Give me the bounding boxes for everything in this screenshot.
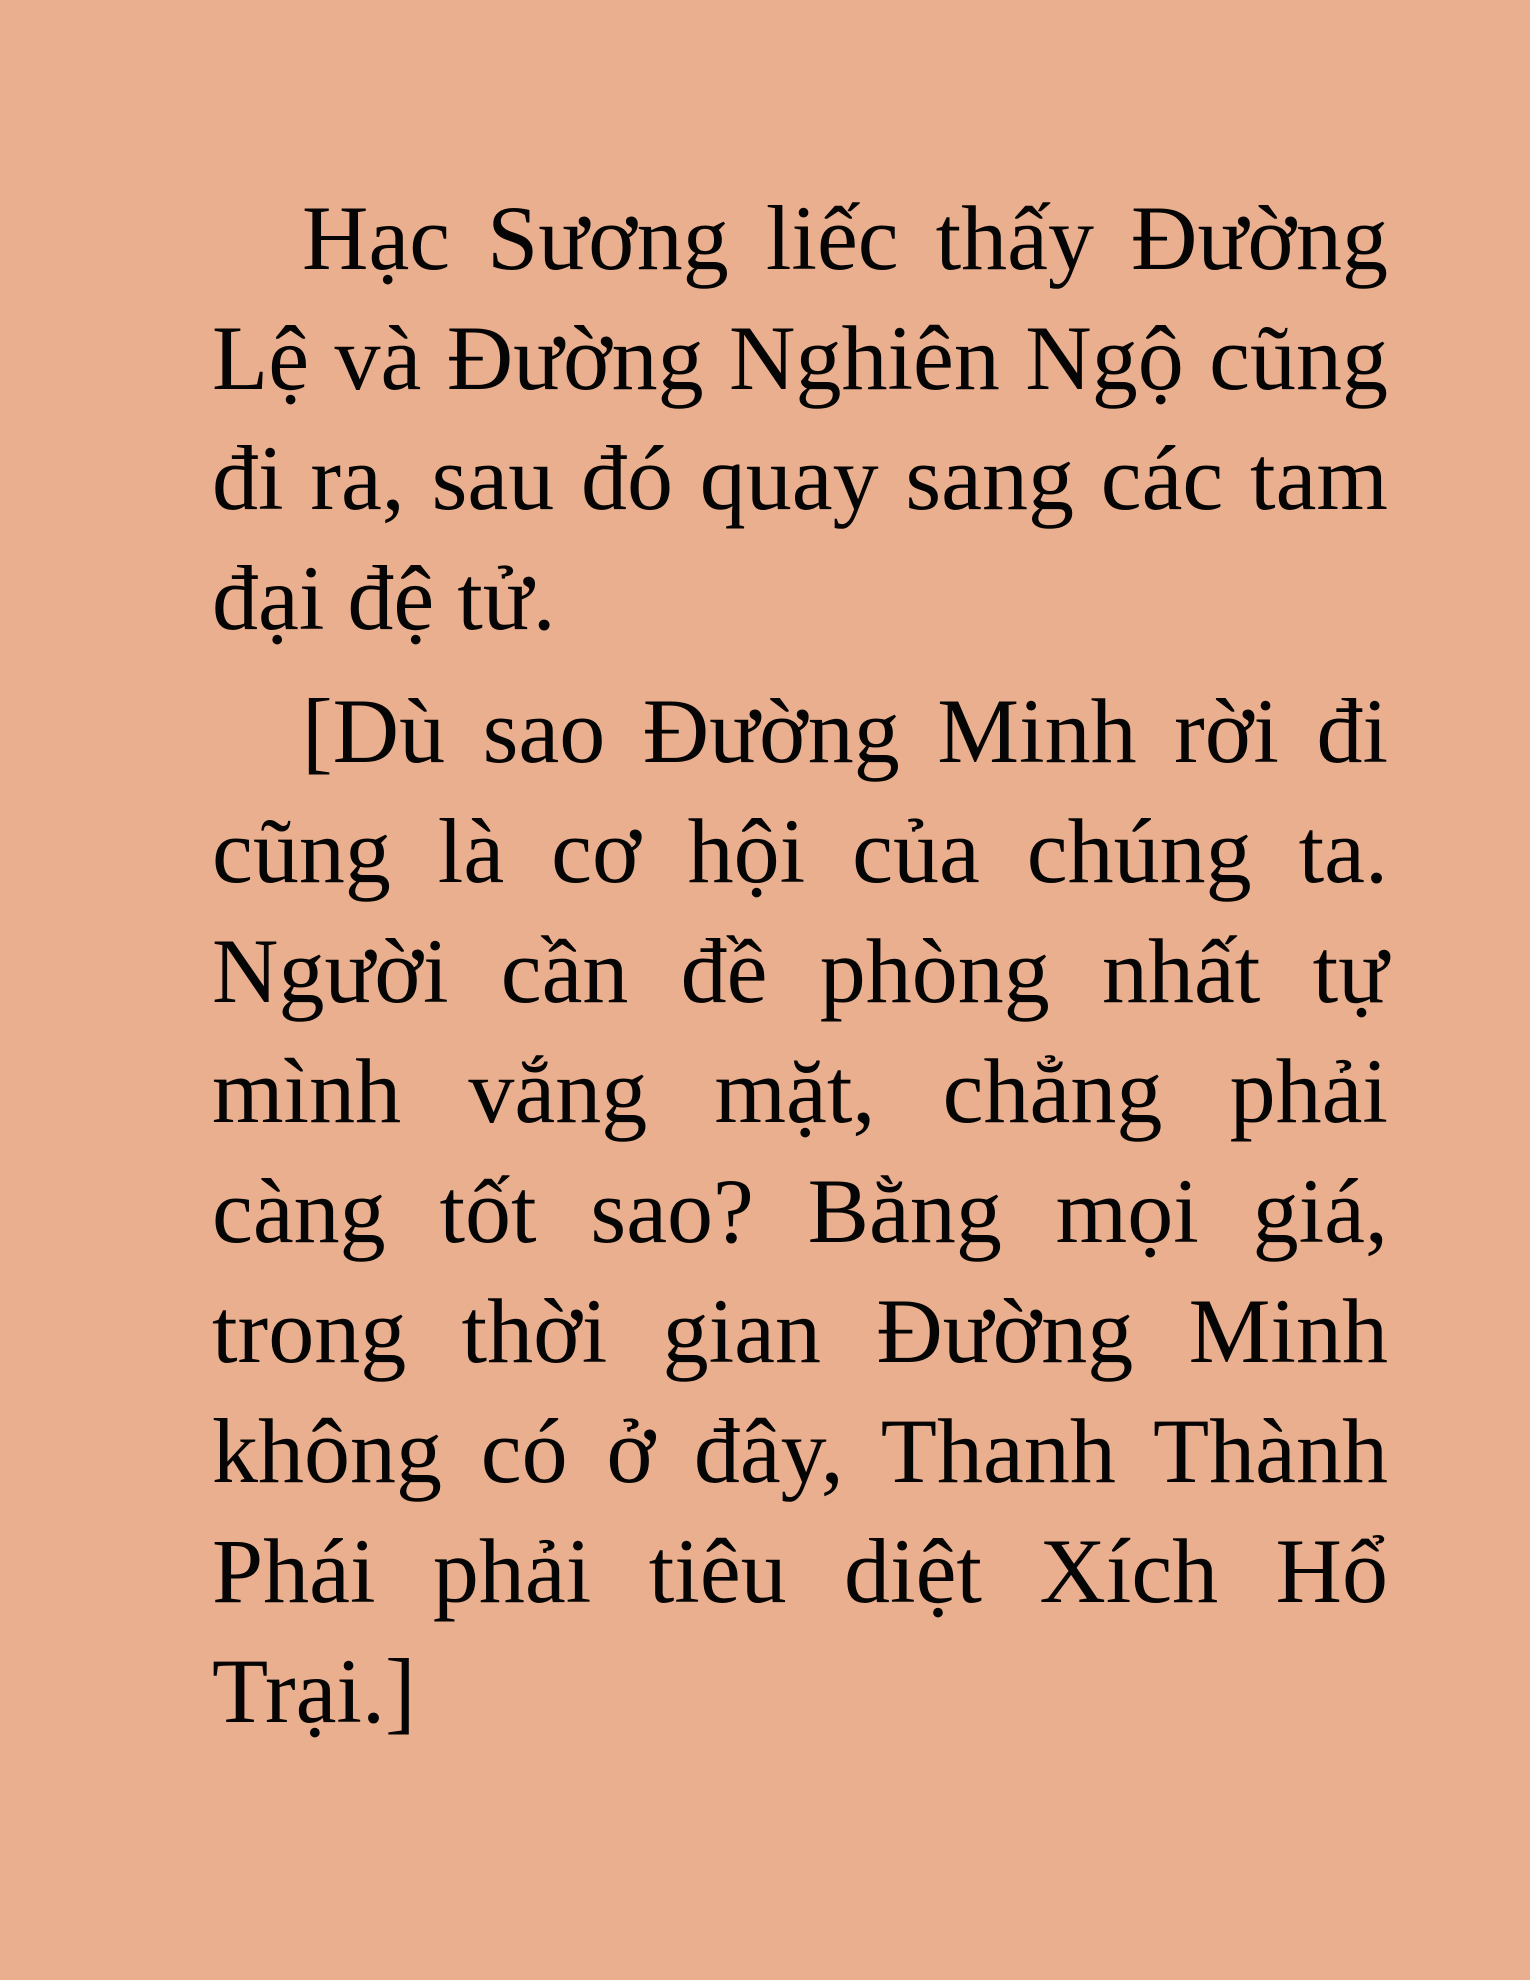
story-text (212, 178, 1388, 1764)
paragraph-1: Hạc Sương liếc thấy Đường Lệ và Đường Nghiên Ngộ cũng đi ra, sau đó quay sang các tam đại đệ tử. (212, 187, 1388, 649)
paragraph-2: [Dù sao Đường Minh rời đi cũng là cơ hội của chúng ta. Người cần đề phòng nhất tự mình vắng mặt, chẳng phải càng tốt sao? Bằng mọi giá, trong thời gian Đường Minh không có ở đây, Thanh Thành Phái phải tiêu diệt Xích Hổ Trại.] (212, 680, 1388, 1742)
